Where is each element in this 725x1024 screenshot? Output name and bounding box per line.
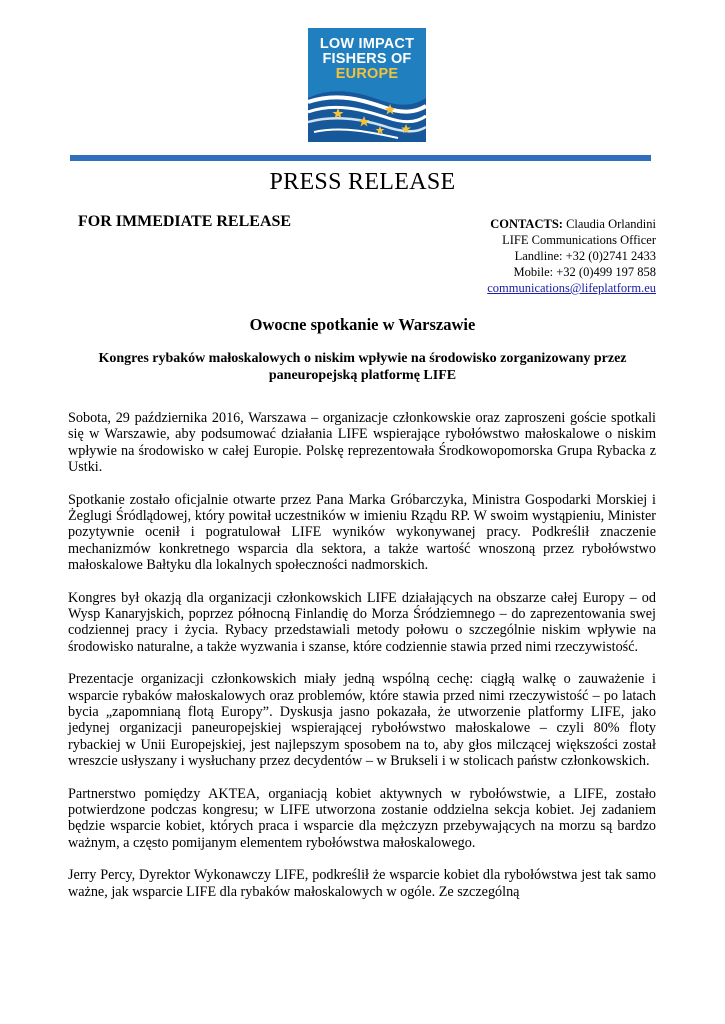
article-paragraph: Partnerstwo pomiędzy AKTEA, organiacją kobiet aktywnych w rybołówstwie, a LIFE, zostało potwierdzone podczas kongresu; w LIFE utworzona zostanie oddzielna sekcja kobiet. Jej zadaniem będzie wsparcie kobiet, których praca i wsparcie dla mężczyzn przebywających na morzu są bardzo ważnym, a często pomijanym elementem rybołówstwa małoskalowego. [68,785,656,851]
logo-line-2: FISHERS OF [322,51,412,67]
article-body [68,410,656,916]
logo-text [308,37,426,82]
contact-name: Claudia Orlandini [566,217,656,231]
page-title: PRESS RELEASE [269,169,456,195]
contacts-first-line [380,216,656,232]
article-paragraph: Spotkanie zostało oficjalnie otwarte przez Pana Marka Gróbarczyka, Ministra Gospodarki Morskiej i Żeglugi Śródlądowej, który powitał uczestników w imieniu Rządu RP. W swoim wystąpieniu, Minister pozytywnie ocenił i pogratulował LIFE wyników wykonywanej pracy. Podkreślił znaczenie mechanizmów konkretnego wsparcia dla sektora, a także wartość wnoszoną przez rybołówstwo małoskalowe Bałtyku dla lokalnych społeczności nadmorskich. [68,491,656,573]
immediate-release-label: FOR IMMEDIATE RELEASE [78,213,292,230]
article-headline: Owocne spotkanie w Warszawie [249,315,476,334]
article-paragraph: Jerry Percy, Dyrektor Wykonawczy LIFE, podkreślił że wsparcie kobiet dla rybołówstwa jest tak samo ważne, jak wsparcie LIFE dla rybaków małoskalowych w ogóle. Ze szczególną [68,867,656,900]
low-impact-fishers-logo [308,28,426,142]
contacts-label: CONTACTS: [490,217,563,231]
logo-line-1: LOW IMPACT [319,36,415,52]
contact-role: LIFE Communications Officer [502,233,656,247]
contact-email-link[interactable]: communications@lifeplatform.eu [487,281,656,295]
logo-line-3: EUROPE [335,66,399,82]
contact-mobile: Mobile: +32 (0)499 197 858 [513,265,656,279]
article-subheadline: Kongres rybaków małoskalowych o niskim wpływie na środowisko zorganizowany przez paneuropejską platformę LIFE [98,351,627,383]
header-divider [70,155,651,161]
contacts-block [380,216,656,296]
article-paragraph: Kongres był okazją dla organizacji członkowskich LIFE działających na obszarze całej Europy – od Wysp Kanaryjskich, poprzez północną Finlandię do Morza Śródziemnego – do zaprezentowania swej codziennej pracy i życia. Rybacy przedstawiali metody połowu o szczególnie niskim wpływie na środowisko naturalne, a także wyzwania i szanse, które codziennie stawia przed nimi rzeczywistość. [68,589,656,655]
contact-landline: Landline: +32 (0)2741 2433 [514,249,656,263]
article-paragraph: Sobota, 29 października 2016, Warszawa – organizacje członkowskie oraz zaproszeni goście spotkali się w Warszawie, aby podsumować działania LIFE wspierające rybołówstwo małoskalowe o niskim wpływie na środowisko w całej Europie. Polskę reprezentowała Środkowopomorska Grupa Rybacka z Ustki. [68,410,656,475]
article-paragraph: Prezentacje organizacji członkowskich miały jedną wspólną cechę: ciągłą walkę o zauważenie i wsparcie rybaków małoskalowych oraz problemów, które stawia przed nimi rzeczywistość – po latach bycia „zapomnianą flotą Europy”. Dyskusja jasno pokazała, że utworzenie platformy LIFE, jako jedynej organizacji paneuropejskiej wspierającej rybołówstwo małoskalowe – czyli 80% floty rybackiej w Unii Europejskiej, jest najlepszym sposobem na to, aby głos milczącej większości został wreszcie usłyszany i wysłuchany przez decydentów – w Brukseli i w stolicach państw członkowskich. [68,671,656,769]
